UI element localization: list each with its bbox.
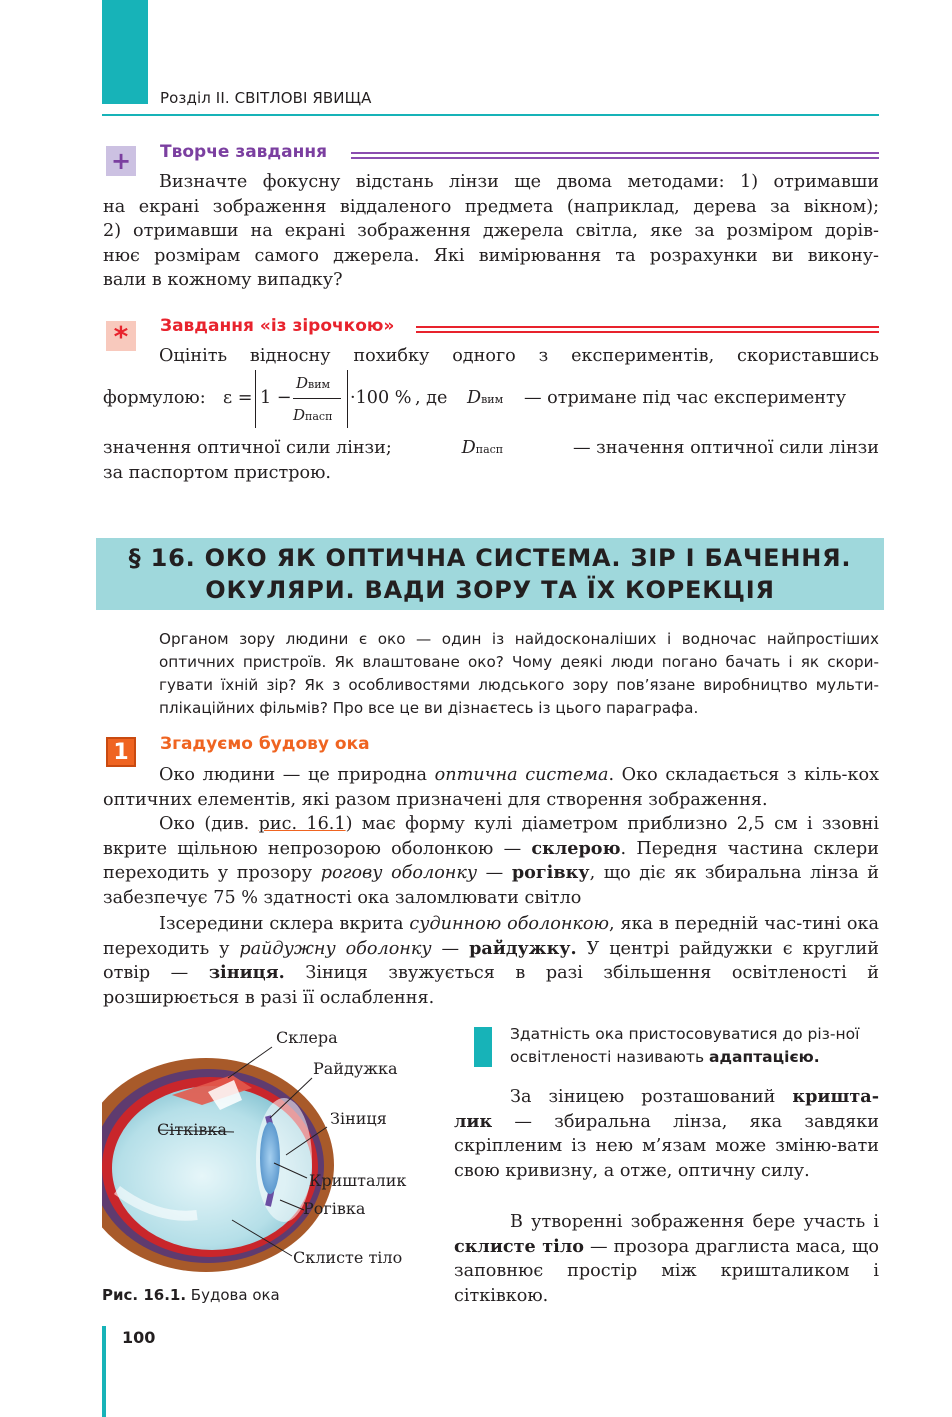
label-vitreous-body: Склисте тіло bbox=[293, 1248, 403, 1267]
text-fragment: — bbox=[477, 863, 512, 883]
text-fragment: Око (див. bbox=[159, 814, 259, 834]
text-fragment: Зіниця звужується в разі збільшення освітленості й розширюється в разі її ослаблення. bbox=[103, 963, 879, 1008]
formula-lead: формулою: bbox=[103, 388, 206, 408]
star-task-title: Завдання «із зірочкою» bbox=[160, 316, 395, 336]
star-task-line bbox=[103, 436, 879, 463]
figure-link[interactable]: рис. 16.1 bbox=[258, 814, 346, 834]
d-symbol: D bbox=[296, 374, 309, 392]
italic-term: райдужну оболонку bbox=[239, 938, 432, 959]
formula-numerator bbox=[296, 374, 330, 392]
text-line: нює розмірам самого джерела. Які вимірювання та розрахунки ви викону- bbox=[103, 245, 879, 266]
text-line: вали в кожному випадку? bbox=[103, 270, 343, 290]
text-fragment: . Око складається з кіль-кох оптичних елементів, які разом призначені для створення зображення. bbox=[103, 765, 879, 810]
error-formula bbox=[103, 368, 879, 434]
header-accent-bar bbox=[102, 0, 148, 104]
abs-bar-right bbox=[347, 370, 348, 428]
title-divider bbox=[351, 152, 879, 159]
creative-task-text bbox=[103, 170, 879, 293]
text-fragment: . Передня частина склери переходить у прозору bbox=[103, 838, 879, 883]
formula-denominator bbox=[293, 406, 332, 424]
italic-term: судинною оболонкою bbox=[409, 914, 609, 934]
text-fragment: Ізсередини склера вкрита bbox=[159, 914, 410, 934]
figure-caption bbox=[102, 1286, 280, 1304]
chapter-title-line: ОКУЛЯРИ. ВАДИ ЗОРУ ТА ЇХ КОРЕКЦІЯ bbox=[205, 576, 775, 604]
fraction-line bbox=[293, 398, 341, 399]
star-task-line: Оцініть відносну похибку одного з експериментів, скориставшись bbox=[159, 346, 879, 366]
formula-epsilon: ε = bbox=[223, 388, 253, 408]
bold-term: адаптацією. bbox=[709, 1048, 820, 1066]
subscript: вим bbox=[481, 393, 504, 406]
bold-term: склисте тіло bbox=[454, 1235, 584, 1257]
lens bbox=[260, 1122, 280, 1194]
text-fragment: — прозора драглиста маса, що заповнює простір між кришталиком і сітківкою. bbox=[454, 1236, 880, 1306]
caption-number: Рис. 16.1. bbox=[102, 1286, 187, 1304]
text-fragment: — bbox=[431, 938, 470, 959]
label-lens: Кришталик bbox=[309, 1171, 407, 1190]
formula-percent: ·100 % bbox=[350, 388, 412, 408]
text-line: Визначте фокусну відстань лінзи ще двома методами: 1) отримавши bbox=[159, 172, 879, 192]
d-symbol: D bbox=[461, 438, 476, 458]
d-symbol: D bbox=[467, 388, 482, 408]
page-number: 100 bbox=[122, 1328, 156, 1347]
chapter-title-line: § 16. ОКО ЯК ОПТИЧНА СИСТЕМА. ЗІР І БАЧЕННЯ. bbox=[128, 544, 852, 572]
text-fragment: У центрі райдужки є круглий отвір — bbox=[103, 938, 879, 983]
section-number-badge: 1 bbox=[106, 737, 136, 767]
text-line: на екрані зображення віддаленого предмета (наприклад, дерева за вікном); bbox=[103, 196, 879, 217]
d-passport bbox=[462, 436, 504, 463]
subscript: пасп bbox=[305, 410, 333, 423]
label-iris: Райдужка bbox=[313, 1059, 398, 1078]
title-divider bbox=[416, 326, 879, 333]
italic-term: рогову оболонку bbox=[320, 863, 478, 883]
text-fragment: За зіницею розташований bbox=[510, 1087, 793, 1107]
note-marker bbox=[474, 1027, 492, 1067]
subscript: вим bbox=[308, 378, 331, 391]
text-fragment: , яка в передній час-тині ока переходить у bbox=[103, 914, 879, 959]
caption-text: Будова ока bbox=[186, 1286, 280, 1304]
bold-term: склерою bbox=[531, 837, 621, 859]
formula-de: , де bbox=[415, 388, 448, 408]
section-title: Згадуємо будову ока bbox=[160, 734, 370, 754]
bold-term: кришта-лик bbox=[454, 1086, 879, 1132]
text-fragment: Здатність ока пристосовуватися до різ-ної освітленості називають bbox=[510, 1025, 860, 1066]
formula-after: — отримане під час експерименту bbox=[524, 388, 847, 408]
body-paragraph bbox=[454, 1085, 879, 1183]
bold-term: райдужку. bbox=[469, 937, 577, 959]
d-measured bbox=[467, 388, 503, 408]
chapter-heading bbox=[96, 538, 884, 610]
adaptation-note bbox=[510, 1023, 880, 1069]
d-symbol: D bbox=[293, 406, 306, 424]
abs-bar-left bbox=[255, 370, 256, 428]
eye-diagram bbox=[102, 1020, 427, 1280]
eye-structure-figure bbox=[102, 1020, 427, 1280]
body-paragraph bbox=[103, 763, 879, 812]
text-fragment: Око людини — це природна bbox=[159, 765, 435, 785]
text-fragment: — значення оптичної сили лінзи bbox=[572, 438, 879, 458]
label-pupil: Зіниця bbox=[330, 1109, 387, 1128]
star-task-line: за паспортом пристрою. bbox=[103, 463, 331, 483]
bold-term: зіниця. bbox=[208, 962, 285, 983]
text-fragment: — збиральна лінза, яка завдяки скріпленим із нею м’язам може зміню-вати свою кривизну, а отже, оптичну силу. bbox=[454, 1111, 879, 1181]
text-fragment: значення оптичної сили лінзи; bbox=[103, 438, 392, 458]
formula-one-minus: 1 − bbox=[260, 388, 292, 408]
footer-accent-bar bbox=[102, 1326, 106, 1417]
text-fragment: ) має форму кулі діаметром приблизно 2,5 см і ззовні вкрите щільною непрозорою оболонкою — bbox=[103, 814, 879, 859]
label-retina: Сітківка bbox=[157, 1120, 227, 1139]
creative-task-title: Творче завдання bbox=[160, 142, 328, 162]
header-rule bbox=[102, 114, 879, 116]
text-fragment: В утворенні зображення бере участь і bbox=[510, 1212, 879, 1232]
asterisk-icon: * bbox=[106, 321, 136, 351]
label-sclera: Склера bbox=[276, 1028, 338, 1047]
body-paragraph bbox=[103, 912, 879, 1010]
chapter-intro: Органом зору людини є око — один із найдосконаліших і водночас найпростіших оптичних пристроїв. Як влаштоване око? Чому деякі люди погано бачать і як скори-гувати їхній зір? Як з особливостями людського зору пов’язане виробництво мульти-плікаційних фільмів? Про все це ви дізнаєтесь із цього параграфа. bbox=[159, 630, 879, 717]
bold-term: рогівку bbox=[511, 862, 590, 883]
text-fragment: , що діє як збиральна лінза й забезпечує 75 % здатності ока заломлювати світло bbox=[103, 863, 879, 908]
body-paragraph bbox=[454, 1210, 879, 1308]
subscript: пасп bbox=[475, 443, 504, 456]
body-paragraph bbox=[103, 812, 879, 910]
plus-icon: + bbox=[106, 146, 136, 176]
italic-term: оптична система bbox=[434, 765, 609, 785]
running-header: Розділ ІІ. СВІТЛОВІ ЯВИЩА bbox=[160, 89, 372, 107]
text-line: 2) отримавши на екрані зображення джерела світла, яке за розміром дорів- bbox=[103, 221, 879, 241]
label-cornea: Рогівка bbox=[303, 1199, 366, 1218]
